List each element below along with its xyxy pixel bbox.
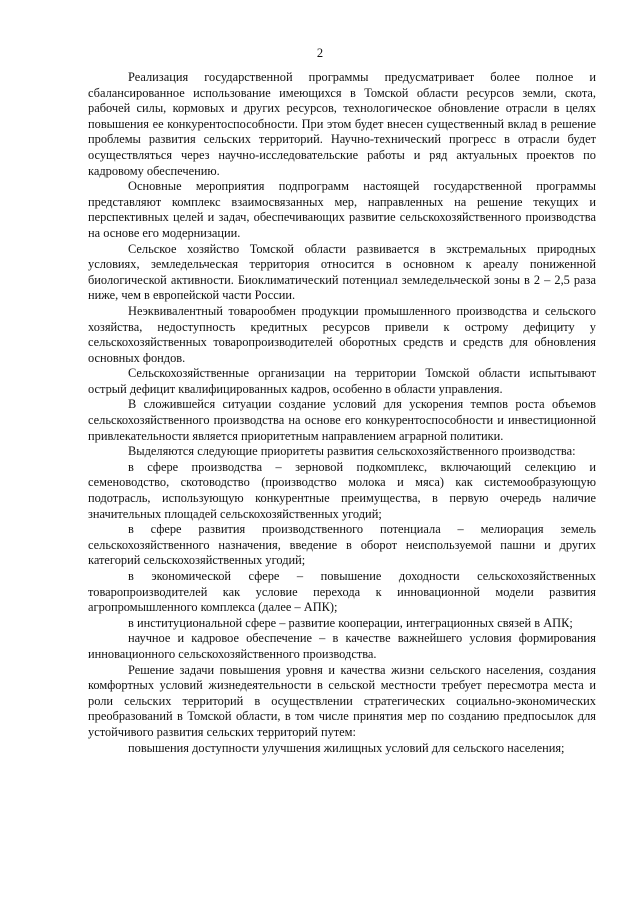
paragraph: Неэквивалентный товарообмен продукции промышленного производства и сельского хозяйства, недоступность кредитных ресурсов привели к острому дефициту у сельскохозяйственных товаропроизводителей оборотных средств и средств для обновления основных фондов. bbox=[88, 303, 596, 365]
list-item: в экономической сфере – повышение доходности сельскохозяйственных товаропроизводителей как условие перехода к инновационной модели развития агропромышленного комплекса (далее – АПК); bbox=[88, 569, 596, 615]
paragraph: Сельскохозяйственные организации на территории Томской области испытывают острый дефицит квалифицированных кадров, особенно в области управления. bbox=[88, 366, 596, 396]
list-item: в сфере производства – зерновой подкомплекс, включающий селекцию и семеноводство, скотоводство (производство молока и мяса) как системообразующую подотрасль, использующую конкурентные преимущества, в первую очередь наличие значительных площадей сельскохозяйственных угодий; bbox=[88, 459, 596, 521]
paragraph: Сельское хозяйство Томской области развивается в экстремальных природных условиях, земледельческая территория относится в основном к ареалу пониженной биологической активности. Биоклиматический потенциал земледельческой зоны в 2 – 2,5 раза ниже, чем в европейской части России. bbox=[88, 241, 596, 303]
paragraph: Решение задачи повышения уровня и качества жизни сельского населения, создания комфортных условий жизнедеятельности в сельской местности требует пересмотра места и роли сельских территорий в осуществлении стратегических социально-экономических преобразований в Томской области, в том числе принятия мер по созданию предпосылок для устойчивого развития сельских территорий путем: bbox=[88, 662, 596, 739]
list-item: повышения доступности улучшения жилищных условий для сельского населения; bbox=[128, 740, 565, 755]
paragraph: Выделяются следующие приоритеты развития сельскохозяйственного производства: bbox=[128, 444, 576, 459]
paragraph: Реализация государственной программы предусматривает более полное и сбалансированное использование имеющихся в Томской области ресурсов земли, скота, рабочей силы, кормовых и других ресурсов, технологическое обновление отрасли в целях повышения ее конкурентоспособности. При этом будет внесен существенный вклад в решение проблемы развития сельских территорий. Научно-технический прогресс в отрасли будет осуществляться через научно-исследовательские работы и ряд актуальных проектов по кадровому обеспечению. bbox=[88, 70, 596, 178]
list-item: в институциональной сфере – развитие кооперации, интеграционных связей в АПК; bbox=[128, 615, 573, 630]
paragraph: В сложившейся ситуации создание условий для ускорения темпов роста объемов сельскохозяйственного производства на основе его конкурентоспособности и инвестиционной привлекательности является приоритетным направлением аграрной политики. bbox=[88, 397, 596, 443]
page-number: 2 bbox=[316, 46, 324, 60]
list-item: научное и кадровое обеспечение – в качестве важнейшего условия формирования инновационного сельскохозяйственного производства. bbox=[88, 631, 596, 661]
list-item: в сфере развития производственного потенциала – мелиорация земель сельскохозяйственного назначения, введение в оборот неиспользуемой пашни и других категорий сельскохозяйственных угодий; bbox=[88, 522, 596, 568]
paragraph: Основные мероприятия подпрограмм настоящей государственной программы представляют комплекс взаимосвязанных мер, направленных на решение текущих и перспективных целей и задач, обеспечивающих развитие сельскохозяйственного производства на основе его модернизации. bbox=[88, 179, 596, 240]
document-body bbox=[88, 70, 596, 756]
